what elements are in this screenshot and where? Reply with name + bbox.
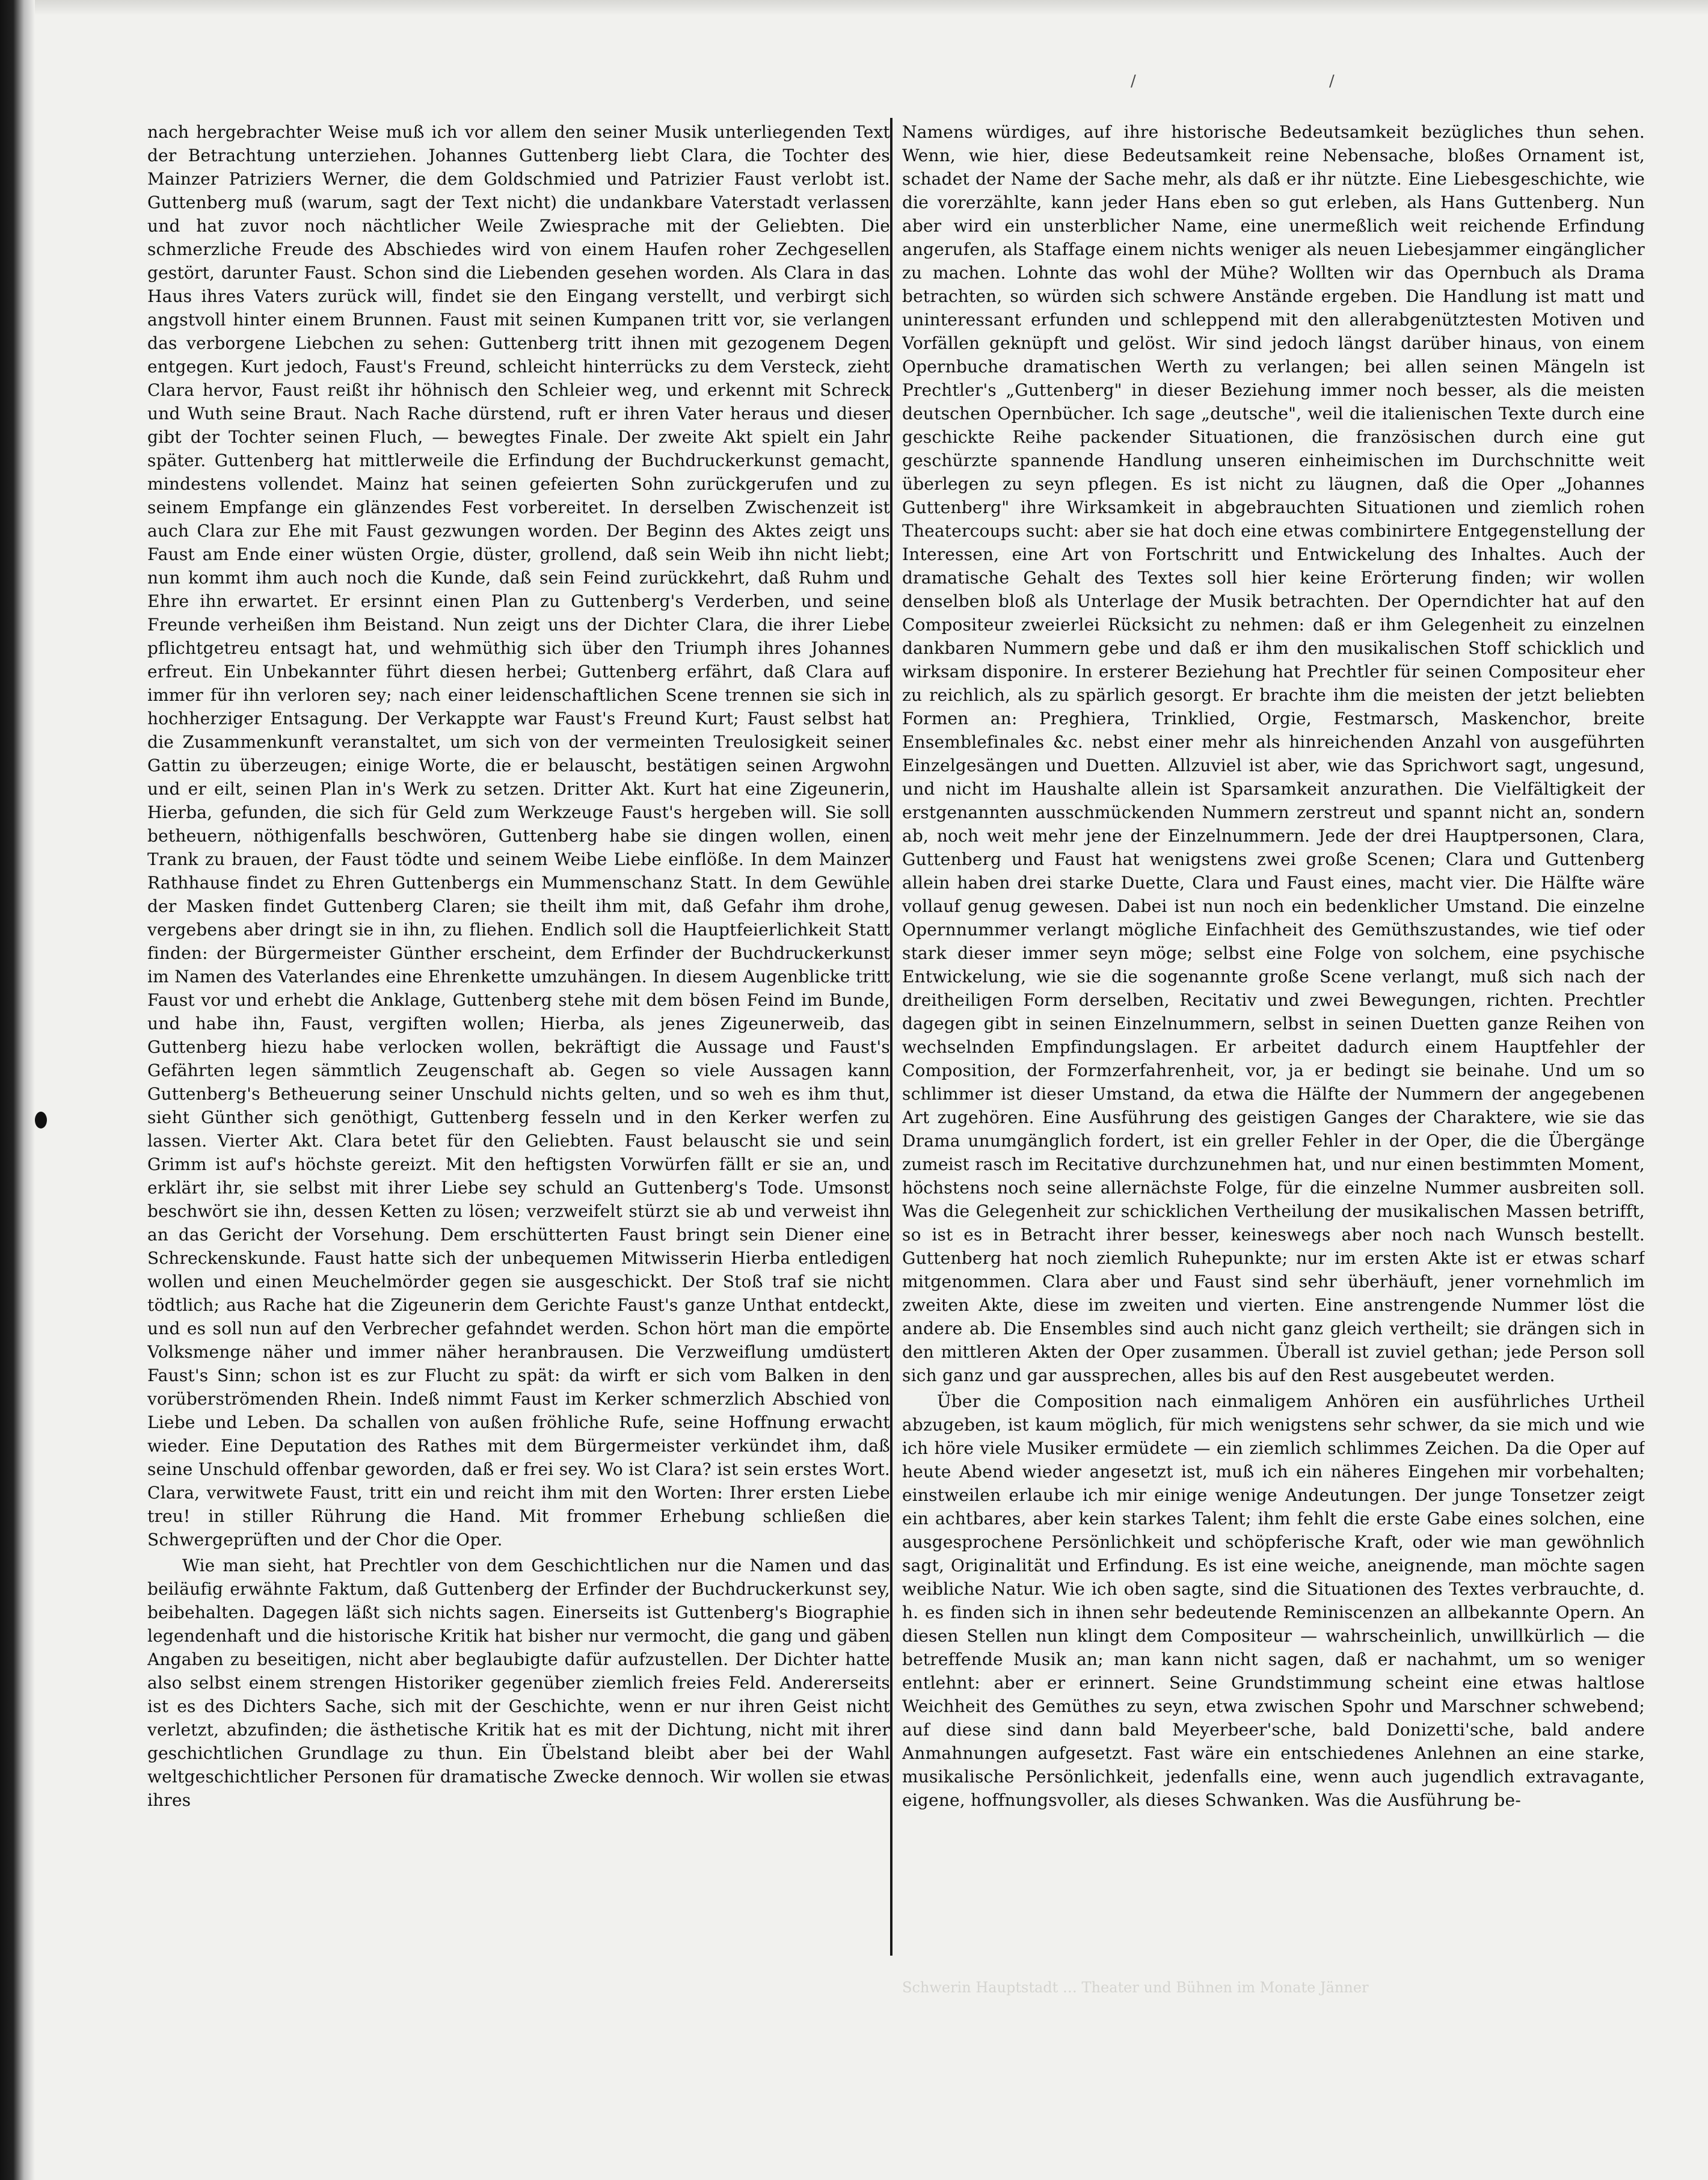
scan-edge-top bbox=[0, 0, 1708, 16]
paragraph: Über die Composition nach einmaligem Anhören ein ausführliches Urtheil abzugeben, ist kaum möglich, für mich wenigstens sehr schwer, da sie mich und wie ich höre viele Musiker ermüdete — ein ziemlich schlimmes Zeichen. Da die Oper auf heute Abend wieder angesetzt ist, muß ich ein näheres Eingehen mir vorbehalten; einstweilen erlaube ich mir einige wenige Andeutungen. Der junge Tonsetzer zeigt ein achtbares, aber kein starkes Talent; ihm fehlt die erste Gabe eines solchen, eine ausgesprochene Persönlichkeit und schöpferische Kraft, oder wie man gewöhnlich sagt, Originalität und Erfindung. Es ist eine weiche, aneignende, man möchte sagen weibliche Natur. Wie ich oben sagte, sind die Situationen des Textes verbrauchte, d. h. es finden sich in ihnen sehr bedeutende Reminiscenzen an allbekannte Opern. An diesen Stellen nun klingt dem Compositeur — wahrscheinlich, unwillkürlich — die betreffende Musik an; man kann nicht sagen, daß er nachahmt, um so weniger entlehnt: aber er erinnert. Seine Grundstimmung scheint eine etwas haltlose Weichheit des Gemüthes zu seyn, etwa zwischen Spohr und Marschner schwebend; auf diese sind dann bald Meyerbeer'sche, bald Donizetti'sche, bald andere Anmahnungen aufgesetzt. Fast wäre ein entschiedenes Anlehnen an eine starke, musikalische Persönlichkeit, jedenfalls eine, wenn auch jugendlich extravagante, eigene, hoffnungsvoller, als dieses Schwanken. Was die Ausführung be- bbox=[902, 1391, 1645, 1810]
paragraph: Namens würdiges, auf ihre historische Bedeutsamkeit bezügliches thun sehen. Wenn, wie hier, diese Bedeutsamkeit reine Nebensache, bloßes Ornament ist, schadet der Name der Sache mehr, als daß er ihr nützte. Eine Liebesgeschichte, wie die vorerzählte, kann jeder Hans eben so gut erleben, als Hans Guttenberg. Nun aber wird ein unsterblicher Name, eine unermeßlich weit reichende Erfindung angerufen, als Staffage einem nichts weniger als neuen Liebesjammer eingänglicher zu machen. Lohnte das wohl der Mühe? Wollten wir das Opernbuch als Drama betrachten, so würden sich schwere Anstände ergeben. Die Handlung ist matt und uninteressant erfunden und schleppend mit den allerabgenütztesten Motiven und Vorfällen geknüpft und gelöst. Wir sind jedoch längst darüber hinaus, von einem Opernbuche dramatischen Werth zu verlangen; bei allen seinen Mängeln ist Prechtler's „Guttenberg" in dieser Beziehung immer noch besser, als die meisten deutschen Opernbücher. Ich sage „deutsche", weil die italienischen Texte durch eine geschickte Reihe packender Situationen, die französischen durch eine gut geschürzte spannende Handlung unseren einheimischen im Durchschnitte weit überlegen zu seyn pflegen. Es ist nicht zu läugnen, daß die Oper „Johannes Guttenberg" ihre Wirksamkeit in abgebrauchten Situationen und ziemlich rohen Theatercoups sucht: aber sie hat doch eine etwas combinirtere Entgegenstellung der Interessen, eine Art von Fortschritt und Entwickelung des Inhaltes. Auch der dramatische Gehalt des Textes soll hier keine Erörterung finden; wir wollen denselben bloß als Unterlage der Musik betrachten. Der Operndichter hat auf den Compositeur zweierlei Rücksicht zu nehmen: daß er ihm Gelegenheit zu einzelnen dankbaren Nummern gebe und daß er ihm den musikalischen Stoff schicklich und wirksam disponire. In ersterer Beziehung hat Prechtler für seinen Compositeur eher zu reichlich, als zu spärlich gesorgt. Er brachte ihm die meisten der jetzt beliebten Formen an: Preghiera, Trinklied, Orgie, Festmarsch, Maskenchor, breite Ensemblefinales &c. nebst einer mehr als hinreichenden Anzahl von ausgeführten Einzelgesängen und Duetten. Allzuviel ist aber, wie das Sprichwort sagt, ungesund, und nicht im Haushalte allein ist Sparsamkeit anzurathen. Die Vielfältigkeit der erstgenannten ausschmückenden Nummern zerstreut und spannt nicht an, sondern ab, noch weit mehr jene der Einzelnummern. Jede der drei Hauptpersonen, Clara, Guttenberg und Faust hat wenigstens zwei große Scenen; Clara und Guttenberg allein haben drei starke Duette, Clara und Faust eines, macht vier. Die Hälfte wäre vollauf genug gewesen. Dabei ist nun noch ein bedenklicher Umstand. Die einzelne Opernnummer verlangt mögliche Einfachheit des Gemüthszustandes, wie tief oder stark dieser immer seyn möge; selbst eine Folge von solchem, eine psychische Entwickelung, wie sie die sogenannte große Scene verlangt, muß sich nach der dreitheiligen Form derselben, Recitativ und zwei Bewegungen, richten. Prechtler dagegen gibt in seinen Einzelnummern, selbst in seinen Duetten ganze Reihen von wechselnden Empfindungslagen. Er arbeitet dadurch einem Hauptfehler der Composition, der Formzerfahrenheit, vor, ja er bedingt sie beinahe. Und um so schlimmer ist dieser Umstand, da etwa die Hälfte der Nummern der angegebenen Art zugehören. Eine Ausführung des geistigen Ganges der Charaktere, wie sie das Drama unumgänglich fordert, ist ein greller Fehler in der Oper, die die Übergänge zumeist rasch im Recitative durchzunehmen hat, und nur einen bestimmten Moment, höchstens noch seine allernächste Folge, für die einzelne Nummer ausbreiten soll. Was die Gelegenheit zur schicklichen Vertheilung der musikalischen Massen betrifft, so ist es in Betracht ihrer besser, keineswegs aber noch nach Wunsch bestellt. Guttenberg hat noch ziemlich Ruhepunkte; nur im ersten Akte ist er etwas scharf mitgenommen. Clara aber und Faust sind sehr überhäuft, jener vornehmlich im zweiten Akte, diese im zweiten und vierten. Eine anstrengende Nummer löst die andere ab. Die Ensembles sind auch nicht ganz gleich vertheilt; sie drängen sich in den mittleren Akten der Oper zusammen. Überall ist zuviel gethan; jede Person soll sich ganz und gar aussprechen, alles bis auf den Rest ausgebeutet werden. bbox=[902, 122, 1645, 1385]
paragraph: nach hergebrachter Weise muß ich vor allem den seiner Musik unterliegenden Text der Betrachtung unterziehen. Johannes Guttenberg liebt Clara, die Tochter des Mainzer Patriziers Werner, die dem Goldschmied und Patrizier Faust verlobt ist. Guttenberg muß (warum, sagt der Text nicht) die undankbare Vaterstadt verlassen und hat zuvor noch nächtlicher Weile Zwiesprache mit der Geliebten. Die schmerzliche Freude des Abschiedes wird von einem Haufen roher Zechgesellen gestört, darunter Faust. Schon sind die Liebenden gesehen worden. Als Clara in das Haus ihres Vaters zurück will, findet sie den Eingang verstellt, und verbirgt sich angstvoll hinter einem Brunnen. Faust mit seinen Kumpanen tritt vor, sie verlangen das verborgene Liebchen zu sehen: Guttenberg tritt ihnen mit gezogenem Degen entgegen. Kurt jedoch, Faust's Freund, schleicht hinterrücks zu dem Versteck, zieht Clara hervor, Faust reißt ihr höhnisch den Schleier weg, und erkennt mit Schreck und Wuth seine Braut. Nach Rache dürstend, ruft er ihren Vater heraus und dieser gibt der Tochter seinen Fluch, — bewegtes Finale. Der zweite Akt spielt ein Jahr später. Guttenberg hat mittlerweile die Erfindung der Buchdruckerkunst gemacht, mindestens vollendet. Mainz hat seinen gefeierten Sohn zurückgerufen und zu seinem Empfange ein glänzendes Fest vorbereitet. In derselben Zwischenzeit ist auch Clara zur Ehe mit Faust gezwungen worden. Der Beginn des Aktes zeigt uns Faust am Ende einer wüsten Orgie, düster, grollend, daß sein Weib ihn nicht liebt; nun kommt ihm auch noch die Kunde, daß sein Feind zurückkehrt, daß Ruhm und Ehre ihn erwartet. Er ersinnt einen Plan zu Guttenberg's Verderben, und seine Freunde verheißen ihm Beistand. Nun zeigt uns der Dichter Clara, die ihrer Liebe pflichtgetreu entsagt hat, und wehmüthig sich über den Triumph ihres Johannes erfreut. Ein Unbekannter führt diesen herbei; Guttenberg erfährt, daß Clara auf immer für ihn verloren sey; nach einer leidenschaftlichen Scene trennen sie sich in hochherziger Entsagung. Der Verkappte war Faust's Freund Kurt; Faust selbst hat die Zusammenkunft veranstaltet, um sich von der vermeinten Treulosigkeit seiner Gattin zu überzeugen; einige Worte, die er belauscht, bestätigen seinen Argwohn und er eilt, seinen Plan in's Werk zu setzen. Dritter Akt. Kurt hat eine Zigeunerin, Hierba, gefunden, die sich für Geld zum Werkzeuge Faust's hergeben will. Sie soll betheuern, nöthigenfalls beschwören, Guttenberg habe sie dingen wollen, einen Trank zu brauen, der Faust tödte und seinem Weibe Liebe einflöße. In dem Mainzer Rathhause findet zu Ehren Guttenbergs ein Mummenschanz Statt. In dem Gewühle der Masken findet Guttenberg Claren; sie theilt ihm mit, daß Gefahr ihm drohe, vergebens aber dringt sie in ihn, zu fliehen. Endlich soll die Hauptfeierlichkeit Statt finden: der Bürgermeister Günther erscheint, dem Erfinder der Buchdruckerkunst im Namen des Vaterlandes eine Ehrenkette umzuhängen. In diesem Augenblicke tritt Faust vor und erhebt die Anklage, Guttenberg stehe mit dem bösen Feind im Bunde, und habe ihn, Faust, vergiften wollen; Hierba, als jenes Zigeunerweib, das Guttenberg hiezu habe verlocken wollen, bekräftigt die Aussage und Faust's Gefährten legen sämmtlich Zeugenschaft ab. Gegen so viele Aussagen kann Guttenberg's Betheuerung seiner Unschuld nichts gelten, und so weh es ihm thut, sieht Günther sich genöthigt, Guttenberg fesseln und in den Kerker werfen zu lassen. Vierter Akt. Clara betet für den Geliebten. Faust belauscht sie und sein Grimm ist auf's höchste gereizt. Mit den heftigsten Vorwürfen fällt er sie an, und erklärt ihr, sie selbst mit ihrer Liebe sey schuld an Guttenberg's Tode. Umsonst beschwört sie ihn, dessen Ketten zu lösen; verzweifelt stürzt sie ab und verweist ihn an das Gericht der Vorsehung. Dem erschütterten Faust bringt sein Diener eine Schreckenskunde. Faust hatte sich der unbequemen Mitwisserin Hierba entledigen wollen und einen Meuchelmörder gegen sie ausgeschickt. Der Stoß traf sie nicht tödtlich; aus Rache hat die Zigeunerin dem Gerichte Faust's ganze Unthat entdeckt, und es soll nun auf den Verbrecher gefahndet werden. Schon hört man die empörte Volksmenge näher und immer näher heranbrausen. Die Verzweiflung umdüstert Faust's Sinn; schon ist es zur Flucht zu spät: da wirft er sich vom Balken in den vorüberströmenden Rhein. Indeß nimmt Faust im Kerker schmerzlich Abschied von Liebe und Leben. Da schallen von außen fröhliche Rufe, seine Hoffnung erwacht wieder. Eine Deputation des Rathes mit dem Bürgermeister verkündet ihm, daß seine Unschuld offenbar geworden, daß er frei sey. Wo ist Clara? ist sein erstes Wort. Clara, verwitwete Faust, tritt ein und reicht ihm mit den Worten: Ihrer ersten Liebe treu! in stiller Rührung die Hand. Mit frommer Erhebung schließen die Schwergeprüften und der Chor die Oper. bbox=[147, 122, 890, 1550]
bleed-through-text: Schwerin Hauptstadt … Theater und Bühnen im Monate Jänner bbox=[902, 1979, 1369, 1996]
scan-edge-binding bbox=[0, 0, 35, 2180]
punch-hole bbox=[35, 1112, 47, 1128]
article-column-right bbox=[902, 120, 1645, 1946]
top-mark: / bbox=[1131, 72, 1136, 90]
article-column-left bbox=[147, 120, 890, 1946]
column-divider bbox=[890, 118, 892, 1956]
paragraph: Wie man sieht, hat Prechtler von dem Geschichtlichen nur die Namen und das beiläufig erwähnte Faktum, daß Guttenberg der Erfinder der Buchdruckerkunst sey, beibehalten. Dagegen läßt sich nichts sagen. Einerseits ist Guttenberg's Biographie legendenhaft und die historische Kritik hat bisher nur vermocht, die gang und gäben Angaben zu beseitigen, nicht aber beglaubigte dafür aufzustellen. Der Dichter hatte also selbst einem strengen Historiker gegenüber ziemlich freies Feld. Andererseits ist es des Dichters Sache, sich mit der Geschichte, wenn er nur ihren Geist nicht verletzt, abzufinden; die ästhetische Kritik hat es mit der Dichtung, nicht mit ihrer geschichtlichen Grundlage zu thun. Ein Übelstand bleibt aber bei der Wahl weltgeschichtlicher Personen für dramatische Zwecke dennoch. Wir wollen sie etwas ihres bbox=[147, 1556, 890, 1810]
top-mark: / bbox=[1329, 72, 1335, 90]
